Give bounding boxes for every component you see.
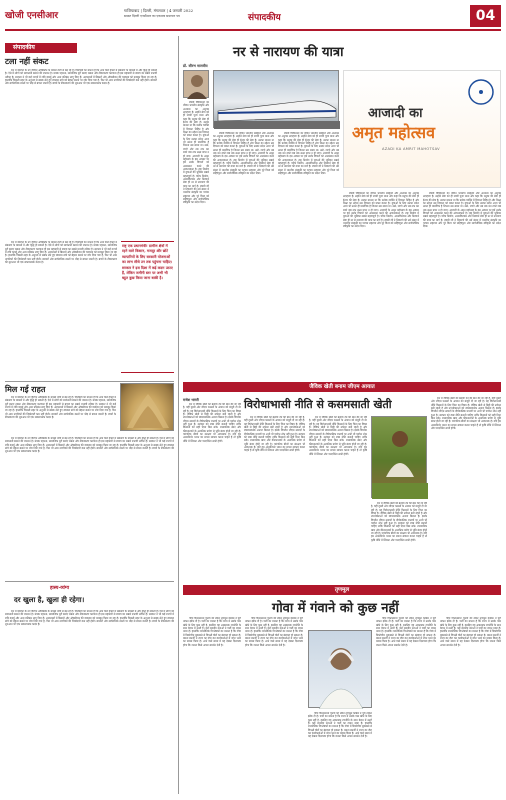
azadi-text-1: आजादी का — [368, 106, 423, 121]
politician-icon — [309, 631, 373, 709]
main-body-4 — [343, 192, 419, 378]
relief-body-text: देश में कोरोना के नए वेरिएंट ओमिक्रॉन के मामले तेजी से बढ़ रहे हैं। विशेषज्ञों का मानना है कि आने वाले हफ्तों में संक्रमण के मामलों में और वृद्धि हो सकती है। ऐसे में लोगों को सावधानी बरतने की जरूरत है। मास्क पहनना, सामाजिक दूरी बनाए रखना और टीकाकरण करवाना ही इस महामारी से बचाव का सबसे प्रभावी तरीका है। सरकार ने भी कई राज्यों में रात्रि कर्फ्यू और अन्य प्रतिबंध लागू किए हैं। अस्पतालों में बिस्तरों और ऑक्सीजन की व्यवस्था को मजबूत किया जा रहा है। हालांकि पिछली लहर के अनुभव से सबक लेते हुए स्वास्थ्य ढांचे को बेहतर बनाने पर जोर दिया गया है, फिर भी आम नागरिकों की जिम्मेदारी कम नहीं होती। बाजारों और सार्वजनिक स्थलों पर भीड़ से बचना जरूरी है। बच्चों के टीकाकरण की शुरुआत भी एक सकारात्मक कदम है। — [5, 396, 116, 420]
masthead-meta: गाजियाबाद | दिल्ली, मंगलवार | 4 जनवरी 2022 — [124, 8, 194, 13]
main-headline: नर से नारायण की यात्रा — [233, 45, 344, 60]
wheat-icon — [121, 384, 175, 432]
page-number: 04 — [470, 5, 501, 27]
wheat-image — [120, 383, 174, 431]
relief-body-lower-text: देश में कोरोना के नए वेरिएंट ओमिक्रॉन के मामले तेजी से बढ़ रहे हैं। विशेषज्ञों का मानना है कि आने वाले हफ्तों में संक्रमण के मामलों में और वृद्धि हो सकती है। ऐसे में लोगों को सावधानी बरतने की जरूरत है। मास्क पहनना, सामाजिक दूरी बनाए रखना और टीकाकरण करवाना ही इस महामारी से बचाव का सबसे प्रभावी तरीका है। सरकार ने भी कई राज्यों में रात्रि कर्फ्यू और अन्य प्रतिबंध लागू किए हैं। अस्पतालों में बिस्तरों और ऑक्सीजन की व्यवस्था को मजबूत किया जा रहा है। हालांकि पिछली लहर के अनुभव से सबक लेते हुए स्वास्थ्य ढांचे को बेहतर बनाने पर जोर दिया गया है, फिर भी आम नागरिकों की जिम्मेदारी कम नहीं होती। बाजारों और सार्वजनिक स्थलों पर भीड़ से बचना जरूरी है। बच्चों के टीकाकरण की शुरुआत भी एक सकारात्मक कदम है। — [5, 437, 174, 454]
main-body-5 — [423, 192, 501, 378]
masthead-rule — [5, 29, 501, 31]
bottom-body-2-text: गोवा विधानसभा चुनाव को लेकर तृणमूल कांग्रेस ने पूरी ताकत झोंक दी है। पार्टी का मानना है कि राज्य में उसके पास खोने के लिए कुछ नहीं है, इसलिए वह आक्रामक रणनीति के साथ मैदान में उतरी है। कई स्थानीय नेताओं ने पार्टी का दामन थामा है। हालांकि राजनीतिक विश्लेषकों का मानना है कि गोवा में त्रिकोणीय मुकाबले से विपक्षी वोटों का बंटवारा हो सकता है। ममता बनर्जी ने राज्य का दौरा कर कार्यकर्ताओं में जोश भरने का प्रयास किया है। आने वाले समय में यह देखना दिलचस्प होगा कि जनता किसे अपना समर्थन देती है। — [245, 617, 303, 647]
satire-label: हास्य-व्यंग्य — [50, 586, 69, 591]
bottom-body-4-text: गोवा विधानसभा चुनाव को लेकर तृणमूल कांग्रेस ने पूरी ताकत झोंक दी है। पार्टी का मानना है कि राज्य में उसके पास खोने के लिए कुछ नहीं है, इसलिए वह आक्रामक रणनीति के साथ मैदान में उतरी है। कई स्थानीय नेताओं ने पार्टी का दामन थामा है। हालांकि राजनीतिक विश्लेषकों का मानना है कि गोवा में त्रिकोणीय मुकाबले से विपक्षी वोटों का बंटवारा हो सकता है। ममता बनर्जी ने राज्य का दौरा कर कार्यकर्ताओं में जोश भरने का प्रयास किया है। आने वाले समय में यह देखना दिलचस्प होगा कि जनता किसे अपना समर्थन देती है। — [376, 617, 436, 647]
main-body-2 — [213, 132, 274, 378]
middle-body-1-text: देश में जैविक खेती को बढ़ावा देने की बात की जा रही है, वहीं दूसरी ओर जीएम फसलों के आयात को मंजूरी दी जा रही है। यह विरोधाभासी नीति किसानों के लिए चिंता का विषय है। जैविक खेती से मिट्टी की उर्वरता बनी रहती है और उपभोक्ताओं को स्वास्थ्यवर्धक अनाज मिलता है। इसके विपरीत जीएम उत्पादों के दीर्घकालिक प्रभावों पर अभी भी पर्याप्त शोध नहीं हुआ है। सरकार को स्पष्ट नीति बनानी चाहिए ताकि किसानों को सही दिशा मिल सके। रासायनिक खाद और कीटनाशकों के अत्यधिक प्रयोग से भूमि बंजर होती जा रही है। पारंपरिक बीजों का संरक्षण भी आवश्यक है। यदि हम आत्मनिर्भर भारत का सपना साकार करना चाहते हैं तो कृषि नीति में स्थिरता और पारदर्शिता लानी होगी। — [183, 403, 241, 443]
middle-body-5 — [431, 397, 501, 581]
bottom-body-5-text: गोवा विधानसभा चुनाव को लेकर तृणमूल कांग्रेस ने पूरी ताकत झोंक दी है। पार्टी का मानना है कि राज्य में उसके पास खोने के लिए कुछ नहीं है, इसलिए वह आक्रामक रणनीति के साथ मैदान में उतरी है। कई स्थानीय नेताओं ने पार्टी का दामन थामा है। हालांकि राजनीतिक विश्लेषकों का मानना है कि गोवा में त्रिकोणीय मुकाबले से विपक्षी वोटों का बंटवारा हो सकता है। ममता बनर्जी ने राज्य का दौरा कर कार्यकर्ताओं में जोश भरने का प्रयास किया है। आने वाले समय में यह देखना दिलचस्प होगा कि जनता किसे अपना समर्थन देती है। — [440, 617, 501, 647]
relief-body — [5, 396, 116, 434]
editorial-body — [5, 69, 157, 237]
middle-author: राजेश भारती — [183, 398, 199, 402]
relief-headline: मिल गई राहत — [5, 385, 46, 394]
bottom-body-1-text: गोवा विधानसभा चुनाव को लेकर तृणमूल कांग्रेस ने पूरी ताकत झोंक दी है। पार्टी का मानना है कि राज्य में उसके पास खोने के लिए कुछ नहीं है, इसलिए वह आक्रामक रणनीति के साथ मैदान में उतरी है। कई स्थानीय नेताओं ने पार्टी का दामन थामा है। हालांकि राजनीतिक विश्लेषकों का मानना है कि गोवा में त्रिकोणीय मुकाबले से विपक्षी वोटों का बंटवारा हो सकता है। ममता बनर्जी ने राज्य का दौरा कर कार्यकर्ताओं में जोश भरने का प्रयास किया है। आने वाले समय में यह देखना दिलचस्प होगा कि जनता किसे अपना समर्थन देती है। — [183, 617, 241, 647]
paper-name: खोजी एनसीआर — [5, 11, 59, 21]
middle-body-2 — [244, 416, 305, 581]
middle-body-3-text: देश में जैविक खेती को बढ़ावा देने की बात की जा रही है, वहीं दूसरी ओर जीएम फसलों के आयात को मंजूरी दी जा रही है। यह विरोधाभासी नीति किसानों के लिए चिंता का विषय है। जैविक खेती से मिट्टी की उर्वरता बनी रहती है और उपभोक्ताओं को स्वास्थ्यवर्धक अनाज मिलता है। इसके विपरीत जीएम उत्पादों के दीर्घकालिक प्रभावों पर अभी भी पर्याप्त शोध नहीं हुआ है। सरकार को स्पष्ट नीति बनानी चाहिए ताकि किसानों को सही दिशा मिल सके। रासायनिक खाद और कीटनाशकों के अत्यधिक प्रयोग से भूमि बंजर होती जा रही है। पारंपरिक बीजों का संरक्षण भी आवश्यक है। यदि हम आत्मनिर्भर भारत का सपना साकार करना चाहते हैं तो कृषि नीति में स्थिरता और पारदर्शिता लानी होगी। — [309, 416, 367, 456]
bottom-body-2 — [245, 617, 303, 794]
column-divider — [178, 36, 179, 794]
pull-quote-text: राष्ट्र एक प्रधानमंत्री! ग्रामीण क्षेत्रों में रहने वाले किसान, मजदूर और छोटे व्यापारियों के लिए सरकारी योजनाओं का लाभ सीधे उन तक पहुंचना चाहिए। सरकार ने इस दिशा में कई कदम उठाए हैं, लेकिन जमीनी स्तर पर अभी भी बहुत कुछ किया जाना बाकी है। — [122, 244, 173, 281]
left-divider-1 — [5, 381, 174, 382]
middle-body-1 — [183, 403, 241, 581]
wheel-icon — [464, 77, 498, 107]
middle-body-4-text: देश में जैविक खेती को बढ़ावा देने की बात की जा रही है, वहीं दूसरी ओर जीएम फसलों के आयात को मंजूरी दी जा रही है। यह विरोधाभासी नीति किसानों के लिए चिंता का विषय है। जैविक खेती से मिट्टी की उर्वरता बनी रहती है और उपभोक्ताओं को स्वास्थ्यवर्धक अनाज मिलता है। इसके विपरीत जीएम उत्पादों के दीर्घकालिक प्रभावों पर अभी भी पर्याप्त शोध नहीं हुआ है। सरकार को स्पष्ट नीति बनानी चाहिए ताकि किसानों को सही दिशा मिल सके। रासायनिक खाद और कीटनाशकों के अत्यधिक प्रयोग से भूमि बंजर होती जा रही है। पारंपरिक बीजों का संरक्षण भी आवश्यक है। यदि हम आत्मनिर्भर भारत का सपना साकार करना चाहते हैं तो कृषि नीति में स्थिरता और पारदर्शिता लानी होगी। — [371, 502, 427, 542]
train-image — [213, 70, 339, 128]
main-body-4-text: स्वामी विवेकानंद का जीवन भारतीय संस्कृति और अध्यात्म का अनुपम उदाहरण है। उन्होंने सेवा को ही सच्ची पूजा माना और कहा कि मनुष्य की सेवा ही ईश्वर की सेवा है। उनका मानना था कि प्रत्येक व्यक्ति में दिव्यता निहित है और शिक्षा का उद्देश्य उस दिव्यता को प्रकट करना है। युवाओं के लिए उनका संदेश आज भी उतना ही प्रासंगिक है जितना उस समय था। उठो, जागो और तब तक मत रुको जब तक लक्ष्य प्राप्त न हो जाए। आजादी के अमृत महोत्सव के इस अवसर पर हमें उनके विचारों को आत्मसात करने की आवश्यकता है। राष्ट्र निर्माण में युवाओं की भूमिका सबसे महत्वपूर्ण है। चरित्र निर्माण, आत्मविश्वास और निस्वार्थ सेवा ही नर से नारायण की यात्रा का मार्ग है। स्वामी जी ने शिकागो की धर्म संसद में भारतीय संस्कृति का परचम लहराया और पूरे विश्व को सहिष्णुता और सार्वभौमिक स्वीकृति का संदेश दिया। — [343, 192, 419, 229]
azadi-caption: AZADI KA AMRIT MAHOTSAV — [382, 147, 440, 151]
middle-headline: विरोधाभासी नीति से कसमसाती खेती — [244, 398, 392, 411]
farmer-icon — [372, 417, 428, 499]
editorial-label: संपादकीय — [5, 43, 77, 53]
left-divider-2 — [5, 581, 174, 582]
tmc-section-bar: तृणमूल — [183, 585, 501, 595]
main-body-1 — [183, 101, 209, 378]
section-title: संपादकीय — [248, 13, 281, 23]
bottom-body-5 — [440, 617, 501, 794]
train-icon — [214, 71, 340, 129]
masthead-meta-2: समस्त दिल्ली एनसीआर का एकमात्र समाचार पत्र — [124, 14, 180, 18]
bottom-headline: गोवा में गंवाने को कुछ नहीं — [272, 601, 399, 616]
bottom-body-4 — [376, 617, 436, 794]
pull-quote — [121, 241, 174, 373]
person-icon — [184, 71, 210, 99]
editorial-body-text: देश में कोरोना के नए वेरिएंट ओमिक्रॉन के मामले तेजी से बढ़ रहे हैं। विशेषज्ञों का मानना है कि आने वाले हफ्तों में संक्रमण के मामलों में और वृद्धि हो सकती है। ऐसे में लोगों को सावधानी बरतने की जरूरत है। मास्क पहनना, सामाजिक दूरी बनाए रखना और टीकाकरण करवाना ही इस महामारी से बचाव का सबसे प्रभावी तरीका है। सरकार ने भी कई राज्यों में रात्रि कर्फ्यू और अन्य प्रतिबंध लागू किए हैं। अस्पतालों में बिस्तरों और ऑक्सीजन की व्यवस्था को मजबूत किया जा रहा है। हालांकि पिछली लहर के अनुभव से सबक लेते हुए स्वास्थ्य ढांचे को बेहतर बनाने पर जोर दिया गया है, फिर भी आम नागरिकों की जिम्मेदारी कम नहीं होती। बाजारों और सार्वजनिक स्थलों पर भीड़ से बचना जरूरी है। बच्चों के टीकाकरण की शुरुआत भी एक सकारात्मक कदम है। — [5, 69, 157, 86]
azadi-text-2: अमृत महोत्सव — [352, 123, 435, 142]
bottom-body-3 — [308, 712, 372, 794]
middle-body-5-text: देश में जैविक खेती को बढ़ावा देने की बात की जा रही है, वहीं दूसरी ओर जीएम फसलों के आयात को मंजूरी दी जा रही है। यह विरोधाभासी नीति किसानों के लिए चिंता का विषय है। जैविक खेती से मिट्टी की उर्वरता बनी रहती है और उपभोक्ताओं को स्वास्थ्यवर्धक अनाज मिलता है। इसके विपरीत जीएम उत्पादों के दीर्घकालिक प्रभावों पर अभी भी पर्याप्त शोध नहीं हुआ है। सरकार को स्पष्ट नीति बनानी चाहिए ताकि किसानों को सही दिशा मिल सके। रासायनिक खाद और कीटनाशकों के अत्यधिक प्रयोग से भूमि बंजर होती जा रही है। पारंपरिक बीजों का संरक्षण भी आवश्यक है। यदि हम आत्मनिर्भर भारत का सपना साकार करना चाहते हैं तो कृषि नीति में स्थिरता और पारदर्शिता लानी होगी। — [431, 397, 501, 431]
main-body-3 — [278, 132, 339, 378]
relief-body-lower — [5, 437, 174, 577]
editorial-body-lower-text: देश में कोरोना के नए वेरिएंट ओमिक्रॉन के मामले तेजी से बढ़ रहे हैं। विशेषज्ञों का मानना है कि आने वाले हफ्तों में संक्रमण के मामलों में और वृद्धि हो सकती है। ऐसे में लोगों को सावधानी बरतने की जरूरत है। मास्क पहनना, सामाजिक दूरी बनाए रखना और टीकाकरण करवाना ही इस महामारी से बचाव का सबसे प्रभावी तरीका है। सरकार ने भी कई राज्यों में रात्रि कर्फ्यू और अन्य प्रतिबंध लागू किए हैं। अस्पतालों में बिस्तरों और ऑक्सीजन की व्यवस्था को मजबूत किया जा रहा है। हालांकि पिछली लहर के अनुभव से सबक लेते हुए स्वास्थ्य ढांचे को बेहतर बनाने पर जोर दिया गया है, फिर भी आम नागरिकों की जिम्मेदारी कम नहीं होती। बाजारों और सार्वजनिक स्थलों पर भीड़ से बचना जरूरी है। बच्चों के टीकाकरण की शुरुआत भी एक सकारात्मक कदम है। — [5, 241, 117, 265]
masthead — [0, 0, 506, 33]
author-photo — [183, 70, 209, 98]
editorial-body-lower — [5, 241, 117, 379]
main-body-3-text: स्वामी विवेकानंद का जीवन भारतीय संस्कृति और अध्यात्म का अनुपम उदाहरण है। उन्होंने सेवा को ही सच्ची पूजा माना और कहा कि मनुष्य की सेवा ही ईश्वर की सेवा है। उनका मानना था कि प्रत्येक व्यक्ति में दिव्यता निहित है और शिक्षा का उद्देश्य उस दिव्यता को प्रकट करना है। युवाओं के लिए उनका संदेश आज भी उतना ही प्रासंगिक है जितना उस समय था। उठो, जागो और तब तक मत रुको जब तक लक्ष्य प्राप्त न हो जाए। आजादी के अमृत महोत्सव के इस अवसर पर हमें उनके विचारों को आत्मसात करने की आवश्यकता है। राष्ट्र निर्माण में युवाओं की भूमिका सबसे महत्वपूर्ण है। चरित्र निर्माण, आत्मविश्वास और निस्वार्थ सेवा ही नर से नारायण की यात्रा का मार्ग है। स्वामी जी ने शिकागो की धर्म संसद में भारतीय संस्कृति का परचम लहराया और पूरे विश्व को सहिष्णुता और सार्वभौमिक स्वीकृति का संदेश दिया। — [278, 132, 339, 176]
editorial-headline: टला नहीं संकट — [5, 57, 49, 66]
farmer-image — [371, 416, 427, 498]
organic-section-bar: जैविक खेती बनाम जीएम आयात — [183, 382, 501, 392]
satire-headline: दर खुला है, खुला ही रहेगा। — [14, 596, 85, 604]
middle-body-3 — [309, 416, 367, 581]
politician-image — [308, 630, 372, 708]
main-body-5-text: स्वामी विवेकानंद का जीवन भारतीय संस्कृति और अध्यात्म का अनुपम उदाहरण है। उन्होंने सेवा को ही सच्ची पूजा माना और कहा कि मनुष्य की सेवा ही ईश्वर की सेवा है। उनका मानना था कि प्रत्येक व्यक्ति में दिव्यता निहित है और शिक्षा का उद्देश्य उस दिव्यता को प्रकट करना है। युवाओं के लिए उनका संदेश आज भी उतना ही प्रासंगिक है जितना उस समय था। उठो, जागो और तब तक मत रुको जब तक लक्ष्य प्राप्त न हो जाए। आजादी के अमृत महोत्सव के इस अवसर पर हमें उनके विचारों को आत्मसात करने की आवश्यकता है। राष्ट्र निर्माण में युवाओं की भूमिका सबसे महत्वपूर्ण है। चरित्र निर्माण, आत्मविश्वास और निस्वार्थ सेवा ही नर से नारायण की यात्रा का मार्ग है। स्वामी जी ने शिकागो की धर्म संसद में भारतीय संस्कृति का परचम लहराया और पूरे विश्व को सहिष्णुता और सार्वभौमिक स्वीकृति का संदेश दिया। — [423, 192, 501, 229]
main-author: डॉ. सौरभ मालवीय — [183, 64, 208, 68]
azadi-graphic — [343, 70, 501, 188]
satire-body — [5, 610, 174, 794]
main-body-2-text: स्वामी विवेकानंद का जीवन भारतीय संस्कृति और अध्यात्म का अनुपम उदाहरण है। उन्होंने सेवा को ही सच्ची पूजा माना और कहा कि मनुष्य की सेवा ही ईश्वर की सेवा है। उनका मानना था कि प्रत्येक व्यक्ति में दिव्यता निहित है और शिक्षा का उद्देश्य उस दिव्यता को प्रकट करना है। युवाओं के लिए उनका संदेश आज भी उतना ही प्रासंगिक है जितना उस समय था। उठो, जागो और तब तक मत रुको जब तक लक्ष्य प्राप्त न हो जाए। आजादी के अमृत महोत्सव के इस अवसर पर हमें उनके विचारों को आत्मसात करने की आवश्यकता है। राष्ट्र निर्माण में युवाओं की भूमिका सबसे महत्वपूर्ण है। चरित्र निर्माण, आत्मविश्वास और निस्वार्थ सेवा ही नर से नारायण की यात्रा का मार्ग है। स्वामी जी ने शिकागो की धर्म संसद में भारतीय संस्कृति का परचम लहराया और पूरे विश्व को सहिष्णुता और सार्वभौमिक स्वीकृति का संदेश दिया। — [213, 132, 274, 176]
bottom-body-3-text: गोवा विधानसभा चुनाव को लेकर तृणमूल कांग्रेस ने पूरी ताकत झोंक दी है। पार्टी का मानना है कि राज्य में उसके पास खोने के लिए कुछ नहीं है, इसलिए वह आक्रामक रणनीति के साथ मैदान में उतरी है। कई स्थानीय नेताओं ने पार्टी का दामन थामा है। हालांकि राजनीतिक विश्लेषकों का मानना है कि गोवा में त्रिकोणीय मुकाबले से विपक्षी वोटों का बंटवारा हो सकता है। ममता बनर्जी ने राज्य का दौरा कर कार्यकर्ताओं में जोश भरने का प्रयास किया है। आने वाले समय में यह देखना दिलचस्प होगा कि जनता किसे अपना समर्थन देती है। — [308, 712, 372, 739]
satire-body-text: देश में कोरोना के नए वेरिएंट ओमिक्रॉन के मामले तेजी से बढ़ रहे हैं। विशेषज्ञों का मानना है कि आने वाले हफ्तों में संक्रमण के मामलों में और वृद्धि हो सकती है। ऐसे में लोगों को सावधानी बरतने की जरूरत है। मास्क पहनना, सामाजिक दूरी बनाए रखना और टीकाकरण करवाना ही इस महामारी से बचाव का सबसे प्रभावी तरीका है। सरकार ने भी कई राज्यों में रात्रि कर्फ्यू और अन्य प्रतिबंध लागू किए हैं। अस्पतालों में बिस्तरों और ऑक्सीजन की व्यवस्था को मजबूत किया जा रहा है। हालांकि पिछली लहर के अनुभव से सबक लेते हुए स्वास्थ्य ढांचे को बेहतर बनाने पर जोर दिया गया है, फिर भी आम नागरिकों की जिम्मेदारी कम नहीं होती। बाजारों और सार्वजनिक स्थलों पर भीड़ से बचना जरूरी है। बच्चों के टीकाकरण की शुरुआत भी एक सकारात्मक कदम है। — [5, 610, 174, 627]
middle-body-4 — [371, 502, 427, 581]
middle-body-2-text: देश में जैविक खेती को बढ़ावा देने की बात की जा रही है, वहीं दूसरी ओर जीएम फसलों के आयात को मंजूरी दी जा रही है। यह विरोधाभासी नीति किसानों के लिए चिंता का विषय है। जैविक खेती से मिट्टी की उर्वरता बनी रहती है और उपभोक्ताओं को स्वास्थ्यवर्धक अनाज मिलता है। इसके विपरीत जीएम उत्पादों के दीर्घकालिक प्रभावों पर अभी भी पर्याप्त शोध नहीं हुआ है। सरकार को स्पष्ट नीति बनानी चाहिए ताकि किसानों को सही दिशा मिल सके। रासायनिक खाद और कीटनाशकों के अत्यधिक प्रयोग से भूमि बंजर होती जा रही है। पारंपरिक बीजों का संरक्षण भी आवश्यक है। यदि हम आत्मनिर्भर भारत का सपना साकार करना चाहते हैं तो कृषि नीति में स्थिरता और पारदर्शिता लानी होगी। — [244, 416, 305, 453]
main-body-1-text: स्वामी विवेकानंद का जीवन भारतीय संस्कृति और अध्यात्म का अनुपम उदाहरण है। उन्होंने सेवा को ही सच्ची पूजा माना और कहा कि मनुष्य की सेवा ही ईश्वर की सेवा है। उनका मानना था कि प्रत्येक व्यक्ति में दिव्यता निहित है और शिक्षा का उद्देश्य उस दिव्यता को प्रकट करना है। युवाओं के लिए उनका संदेश आज भी उतना ही प्रासंगिक है जितना उस समय था। उठो, जागो और तब तक मत रुको जब तक लक्ष्य प्राप्त न हो जाए। आजादी के अमृत महोत्सव के इस अवसर पर हमें उनके विचारों को आत्मसात करने की आवश्यकता है। राष्ट्र निर्माण में युवाओं की भूमिका सबसे महत्वपूर्ण है। चरित्र निर्माण, आत्मविश्वास और निस्वार्थ सेवा ही नर से नारायण की यात्रा का मार्ग है। स्वामी जी ने शिकागो की धर्म संसद में भारतीय संस्कृति का परचम लहराया और पूरे विश्व को सहिष्णुता और सार्वभौमिक स्वीकृति का संदेश दिया। — [183, 101, 209, 205]
bottom-body-1 — [183, 617, 241, 794]
